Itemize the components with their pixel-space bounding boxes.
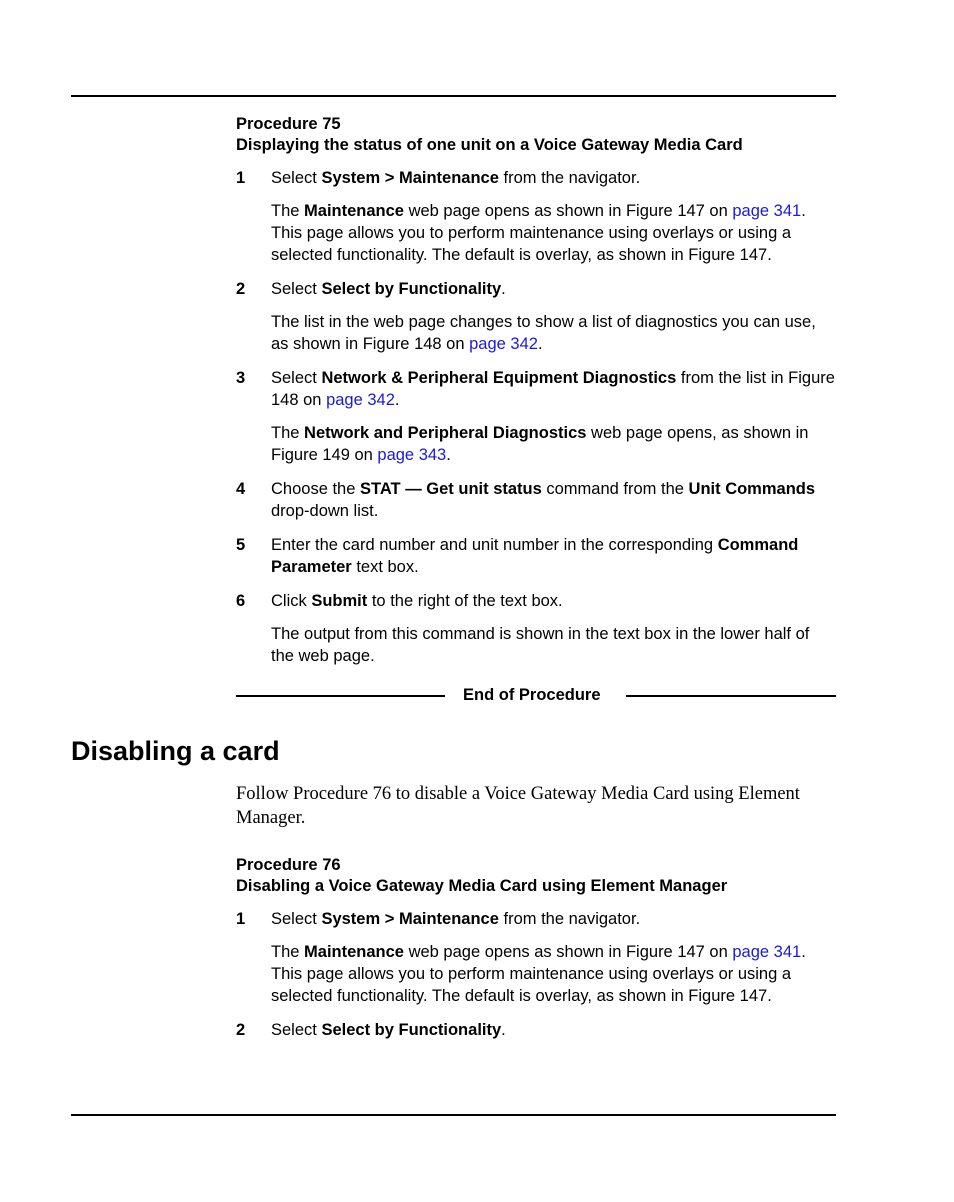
procedure-subtitle: Disabling a Voice Gateway Media Card using Element Manager <box>236 877 728 895</box>
section-intro: Follow Procedure 76 to disable a Voice Gateway Media Card using Element Manager. <box>236 784 800 828</box>
step-number: 5 <box>236 536 246 554</box>
step-1 <box>236 167 836 266</box>
step-5 <box>236 534 836 578</box>
step-number: 1 <box>236 910 246 928</box>
step-number: 1 <box>236 169 246 187</box>
section-title: Disabling a card <box>71 736 280 766</box>
end-of-procedure <box>236 684 836 708</box>
step-text: Select Network & Peripheral Equipment Diagnostics from the list in Figure 148 on page 342. <box>271 369 835 409</box>
step-note: The list in the web page changes to show a list of diagnostics you can use, as shown in Figure 148 on page 342. <box>271 313 816 353</box>
procedure-title: Procedure 75 <box>236 115 341 133</box>
step-note: The Network and Peripheral Diagnostics web page opens, as shown in Figure 149 on page 343. <box>271 424 809 464</box>
procedure-75 <box>236 114 836 667</box>
page-link[interactable]: page 341 <box>732 943 802 961</box>
page-link[interactable]: page 342 <box>326 391 395 409</box>
page-link[interactable]: page 343 <box>377 446 447 464</box>
step-6 <box>236 590 836 667</box>
procedure-title: Procedure 76 <box>236 856 341 874</box>
procedure-76 <box>236 855 836 1041</box>
step-text: Select System > Maintenance from the navigator. <box>271 169 641 187</box>
step-note: The Maintenance web page opens as shown in Figure 147 on page 341. This page allows you to perform maintenance using overlays or using a selected functionality. The default is overlay, as shown in Figure 147. <box>271 202 806 264</box>
page-link[interactable]: page 342 <box>469 335 538 353</box>
step-note: The output from this command is shown in the text box in the lower half of the web page. <box>271 625 810 665</box>
step-text: Select System > Maintenance from the navigator. <box>271 910 641 928</box>
step-number: 4 <box>236 480 246 498</box>
step-text: Click Submit to the right of the text box. <box>271 592 563 610</box>
step-2 <box>236 1019 836 1041</box>
end-rule-left <box>236 695 445 697</box>
step-text: Choose the STAT — Get unit status command from the Unit Commands drop-down list. <box>271 480 816 520</box>
step-number: 2 <box>236 1021 246 1039</box>
procedure-subtitle: Displaying the status of one unit on a Voice Gateway Media Card <box>236 136 743 154</box>
step-number: 3 <box>236 369 246 387</box>
end-rule-right <box>626 695 836 697</box>
step-text: Enter the card number and unit number in the corresponding Command Parameter text box. <box>271 536 799 576</box>
step-2 <box>236 278 836 355</box>
step-text: Select Select by Functionality. <box>271 1021 506 1039</box>
step-text: Select Select by Functionality. <box>271 280 506 298</box>
footer-rule <box>71 1114 836 1116</box>
header-rule <box>71 95 836 97</box>
end-of-procedure-label: End of Procedure <box>463 686 601 704</box>
step-number: 2 <box>236 280 246 298</box>
step-3 <box>236 367 836 466</box>
step-4 <box>236 478 836 522</box>
page-link[interactable]: page 341 <box>732 202 802 220</box>
step-1 <box>236 908 836 1007</box>
step-note: The Maintenance web page opens as shown in Figure 147 on page 341. This page allows you to perform maintenance using overlays or using a selected functionality. The default is overlay, as shown in Figure 147. <box>271 943 806 1005</box>
step-number: 6 <box>236 592 246 610</box>
